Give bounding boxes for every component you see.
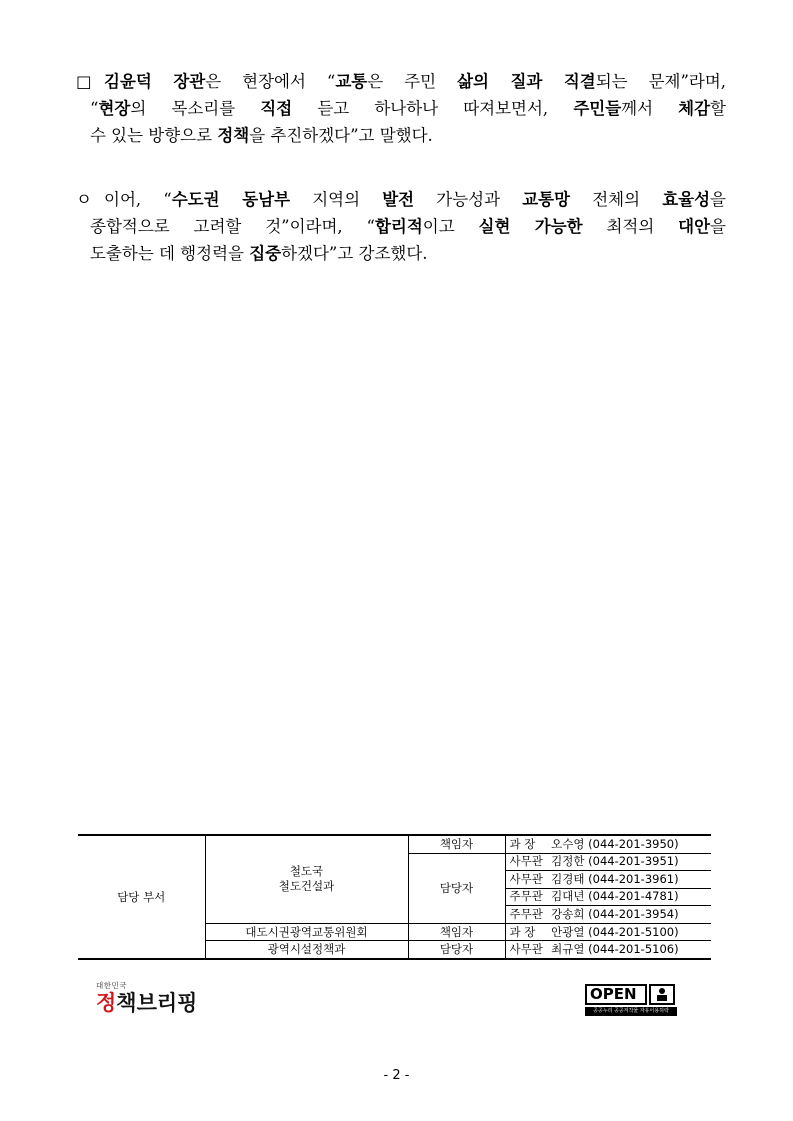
person-phone: (044-201-3954): [588, 907, 679, 922]
contact-person: [505, 941, 711, 959]
emphasis-text: 현장: [98, 99, 131, 118]
person-name: 김대년: [551, 889, 585, 904]
person-phone: (044-201-3950): [588, 836, 679, 851]
body-text: 의 목소리를: [130, 99, 261, 118]
emphasis-text: 체감: [678, 99, 711, 118]
open-license-logo: [585, 984, 677, 1016]
emphasis-text: 직접: [260, 99, 293, 118]
org-cell: 광역시설정책과: [205, 941, 408, 959]
open-wordmark: OPEN: [585, 984, 647, 1005]
body-text: 종합적으로 고려할 것”이라며, “: [90, 217, 375, 236]
emphasis-text: 주민들: [573, 99, 622, 118]
org-name: 철도국: [289, 864, 324, 879]
person-phone: (044-201-5100): [588, 924, 679, 939]
body-text: 듣고 하나하나 따져보면서,: [292, 99, 574, 118]
paragraph-2-line: [76, 240, 726, 267]
body-text: 께서: [621, 99, 679, 118]
contact-person: [505, 923, 711, 941]
person-title: 주무관: [509, 907, 543, 922]
paragraph-1-line: [76, 68, 726, 95]
emphasis-text: 효율성: [662, 190, 711, 209]
emphasis-text: 교통: [335, 72, 368, 91]
emphasis-text: 정책: [217, 126, 250, 145]
person-title: 과 장: [509, 924, 536, 939]
contact-person: [505, 871, 711, 889]
page-number: - 2 -: [383, 1068, 410, 1083]
paragraph-2-line: [76, 213, 726, 240]
paragraph-2: [76, 186, 726, 267]
role-cell: 책임자: [408, 835, 505, 853]
paragraph-1-line: [76, 122, 726, 149]
role-cell: 책임자: [408, 923, 505, 941]
body-text: 이어, “: [104, 190, 172, 209]
emphasis-text: 삶의 질과 직결: [457, 72, 596, 91]
square-bullet-icon: □: [76, 72, 92, 91]
person-title: 주무관: [509, 889, 543, 904]
person-name: 강송희: [551, 907, 585, 922]
person-name: 안광열: [551, 924, 585, 939]
person-phone: (044-201-5106): [588, 942, 679, 957]
paragraph-1-line: [76, 95, 726, 122]
body-text: 이고: [422, 217, 479, 236]
contact-person: [505, 835, 711, 853]
emphasis-text: 실현 가능한: [478, 217, 583, 236]
emphasis-text: 대안: [678, 217, 711, 236]
body-text: 최적의: [582, 217, 679, 236]
emphasis-text: 발전: [382, 190, 415, 209]
paragraph-2-line: [76, 186, 726, 213]
body-text: 전체의: [570, 190, 663, 209]
contact-person: [505, 888, 711, 906]
circle-bullet-icon: ㅇ: [76, 190, 92, 209]
policy-briefing-logo: [96, 980, 197, 1015]
body-text: 도출하는 데 행정력을: [90, 244, 250, 263]
emphasis-text: 김윤덕 장관: [104, 72, 206, 91]
body-text: 을 추진하겠다”고 말했다.: [249, 126, 433, 145]
person-phone: (044-201-3951): [588, 854, 679, 869]
role-cell: 담당자: [408, 853, 505, 923]
person-icon: [649, 984, 675, 1005]
body-text: 지역의: [290, 190, 383, 209]
body-text: 을: [710, 190, 726, 209]
org-division: 철도건설과: [278, 879, 335, 894]
body-text: 은 주민: [367, 72, 458, 91]
person-name: 김정한: [551, 854, 585, 869]
person-phone: (044-201-4781): [588, 889, 679, 904]
contact-table: [78, 834, 711, 960]
logo-wordmark: 정책브리핑: [96, 991, 198, 1015]
person-title: 사무관: [509, 854, 543, 869]
body-text: 가능성과: [414, 190, 523, 209]
body-text: 되는 문제”라며,: [595, 72, 727, 91]
person-title: 사무관: [509, 871, 543, 886]
license-caption: 공공누리 공공저작물 자유이용허락: [585, 1007, 677, 1016]
contact-person: [505, 906, 711, 924]
emphasis-text: 수도권 동남부: [171, 190, 291, 209]
dept-header: 담당 부서: [78, 835, 205, 959]
person-name: 오수영: [551, 836, 585, 851]
person-title: 사무관: [509, 942, 543, 957]
body-text: 을: [710, 217, 726, 236]
org-cell: [205, 835, 408, 923]
emphasis-text: 집중: [249, 244, 282, 263]
person-name: 최규열: [551, 942, 585, 957]
body-text: 하겠다”고 강조했다.: [281, 244, 428, 263]
body-text: 수 있는 방향으로: [90, 126, 218, 145]
contact-person: [505, 853, 711, 871]
emphasis-text: 교통망: [522, 190, 571, 209]
person-title: 과 장: [509, 836, 536, 851]
person-name: 김경태: [551, 871, 585, 886]
role-cell: 담당자: [408, 941, 505, 959]
emphasis-text: 합리적: [374, 217, 423, 236]
org-cell: 대도시권광역교통위원회: [205, 923, 408, 941]
paragraph-1: [76, 68, 726, 149]
person-phone: (044-201-3961): [588, 871, 679, 886]
body-text: 은 현장에서 “: [205, 72, 336, 91]
logo-caption: 대한민국: [96, 981, 127, 990]
body-text: “: [90, 99, 99, 118]
body-text: 할: [710, 99, 726, 118]
